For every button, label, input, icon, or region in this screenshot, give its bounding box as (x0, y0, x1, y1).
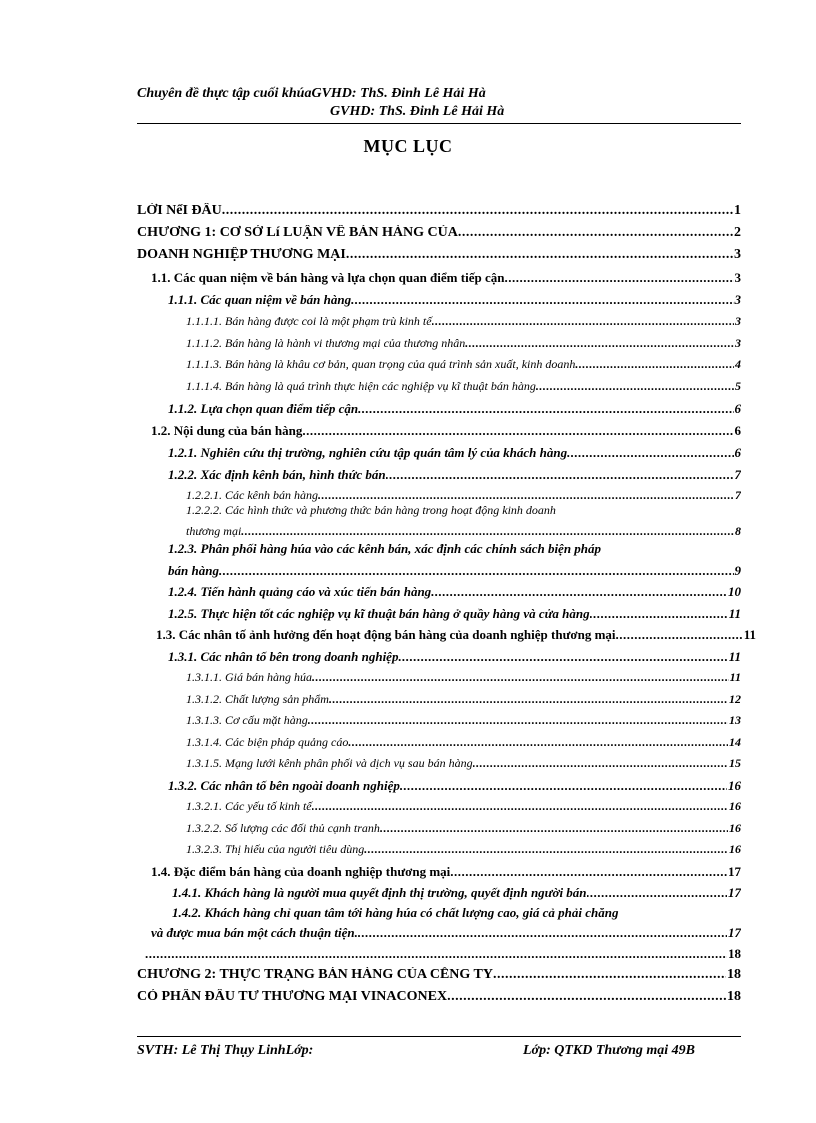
footer-student: SVTH: Lê Thị Thụy LinhLớp: (137, 1043, 314, 1058)
toc-entry[interactable]: 1.2.5. Thực hiện tốt các nghiệp vụ kĩ thuật bán hàng ở quầy hàng và cửa hàng ..... 11 (168, 606, 741, 622)
toc-entry[interactable]: 1.2.1. Nghiên cứu thị trường, nghiên cứu tập quán tâm lý của khách hàng ..... 6 (168, 445, 741, 461)
toc-entry[interactable]: 1.1.1.3. Bán hàng là khâu cơ bản, quan trọng của quá trình sản xuất, kinh doanh ..... 4 (186, 357, 741, 372)
header-line-1: Chuyên đề thực tập cuối khúaGVHD: ThS. Đinh Lê Hải Hà (137, 86, 486, 101)
toc-entry[interactable]: 1.2.4. Tiến hành quảng cáo và xúc tiến bán hàng ..... 10 (168, 584, 741, 600)
toc-entry[interactable]: CHƯƠNG 1: CƠ SỞ Lí LUẬN VỀ BÁN HÀNG CỦA ..... 2 (137, 225, 741, 241)
header-rule (137, 123, 741, 124)
toc-entry[interactable]: 1.3.1.3. Cơ cấu mặt hàng ..... 13 (186, 713, 741, 728)
toc-entry[interactable]: DOANH NGHIỆP THƯƠNG MẠI ..... 3 (137, 247, 741, 263)
toc-entry[interactable]: 1.3.2.2. Số lượng các đối thủ cạnh tranh ..... 16 (186, 821, 741, 836)
toc-entry[interactable]: 1.3.2.3. Thị hiếu của người tiêu dùng ..... 16 (186, 842, 741, 857)
toc-entry[interactable]: 1.2.2. Xác định kênh bán, hình thức bán ..... 7 (168, 467, 741, 483)
toc-entry[interactable]: 1.3.1.4. Các biện pháp quảng cáo ..... 14 (186, 735, 741, 750)
toc-entry[interactable]: 1.3.2. Các nhân tố bên ngoài doanh nghiệp ..... 16 (168, 778, 741, 794)
toc-entry[interactable]: 1.1.1. Các quan niệm về bán hàng ..... 3 (168, 292, 741, 308)
toc-entry[interactable]: CỎ PHẦN ĐẦU TƯ THƯƠNG MẠI VINACONEX ..... 18 (137, 989, 741, 1005)
toc-entry[interactable]: 1.2. Nội dung của bán hàng ..... 6 (151, 423, 741, 439)
toc-entry[interactable]: 1.1. Các quan niệm về bán hàng và lựa chọn quan điểm tiếp cận ..... 3 (151, 270, 741, 286)
toc-entry[interactable]: LỜI NểI ĐẦU ..... 1 (137, 203, 741, 219)
toc-entry[interactable]: 1.3.1.2. Chất lượng sản phẩm ..... 12 (186, 692, 741, 707)
toc-entry[interactable]: ..... 18 (145, 946, 741, 962)
toc-entry-continuation[interactable]: bán hàng ..... 9 (168, 563, 741, 579)
footer-class: Lớp: QTKD Thương mại 49B (523, 1043, 695, 1058)
toc-entry[interactable]: 1.3.1. Các nhân tố bên trong doanh nghiệp ..... 11 (168, 649, 741, 665)
toc-entry[interactable]: 1.4.1. Khách hàng là người mua quyết định thị trường, quyết định người bán ..... 17 (172, 885, 741, 901)
toc-entry[interactable]: 1.1.1.2. Bán hàng là hành vi thương mại của thương nhân ..... 3 (186, 336, 741, 351)
toc-entry[interactable]: CHƯƠNG 2: THỰC TRẠNG BÁN HÀNG CỦA CỄNG TY ..... 18 (137, 967, 741, 983)
header-line-2: GVHD: ThS. Đinh Lê Hải Hà (330, 104, 505, 119)
toc-entry[interactable]: 1.1.2. Lựa chọn quan điểm tiếp cận ..... 6 (168, 401, 741, 417)
toc-entry[interactable]: 1.2.2.1. Các kênh bán hàng ..... 7 (186, 488, 741, 503)
toc-entry-first-line[interactable]: 1.2.3. Phân phối hàng húa vào các kênh bán, xác định các chính sách biện pháp (168, 541, 602, 556)
toc-entry[interactable]: 1.3.1.5. Mạng lưới kênh phân phối và dịch vụ sau bán hàng ..... 15 (186, 756, 741, 771)
toc-entry[interactable]: 1.3.1.1. Giá bán hàng húa ..... 11 (186, 670, 741, 685)
toc-entry-continuation[interactable]: thương mại ..... 8 (186, 524, 741, 539)
toc-entry[interactable]: 1.1.1.1. Bán hàng được coi là một phạm trù kinh tế ..... 3 (186, 314, 741, 329)
toc-entry[interactable]: 1.3. Các nhân tố ảnh hưởng đến hoạt động bán hàng của doanh nghiệp thương mại ..... 11 (156, 627, 756, 643)
toc-entry-first-line[interactable]: 1.4.2. Khách hàng chỉ quan tâm tới hàng húa có chất lượng cao, giá cả phải chăng (172, 905, 619, 920)
toc-entry-continuation[interactable]: và được mua bán một cách thuận tiện. ..... 17 (151, 925, 741, 941)
footer-rule (137, 1036, 741, 1037)
toc-entry-first-line[interactable]: 1.2.2.2. Các hình thức và phương thức bán hàng trong hoạt động kinh doanh (186, 503, 556, 517)
toc-entry[interactable]: 1.1.1.4. Bán hàng là quá trình thực hiện các nghiệp vụ kĩ thuật bán hàng ..... 5 (186, 379, 741, 394)
toc-entry[interactable]: 1.4. Đặc điểm bán hàng của doanh nghiệp thương mại ..... 17 (151, 864, 741, 880)
toc-entry[interactable]: 1.3.2.1. Các yếu tố kinh tế ..... 16 (186, 799, 741, 814)
page-title: MỤC LỤC (363, 136, 453, 156)
